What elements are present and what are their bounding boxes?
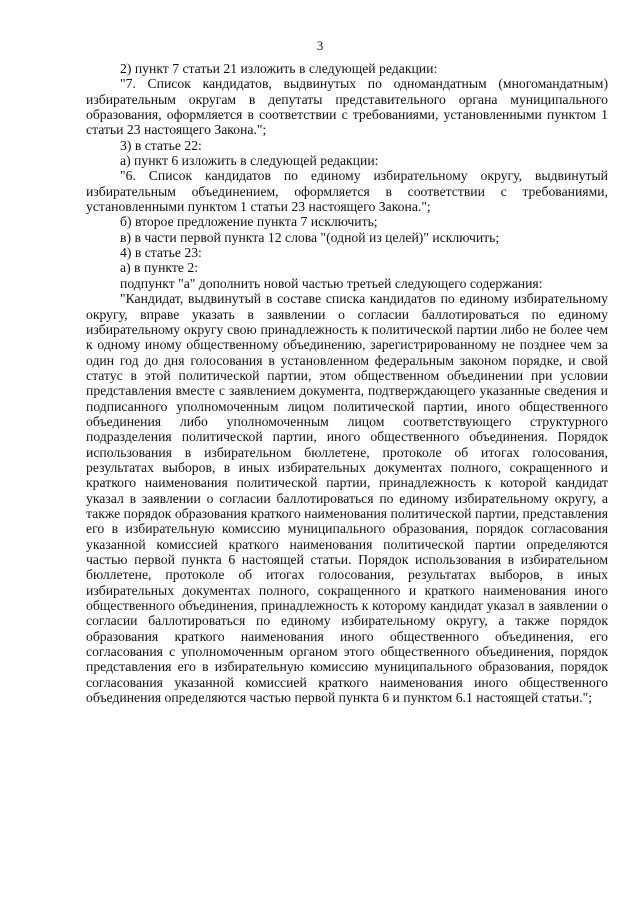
paragraph-subitem-a: а) пункт 6 изложить в следующей редакции: xyxy=(120,153,379,169)
paragraph-item-4-subitem-a: а) в пункте 2: xyxy=(120,260,199,276)
paragraph-item-4: 4) в статье 23: xyxy=(120,245,202,261)
paragraph-subitem-b: б) второе предложение пункта 7 исключить; xyxy=(120,214,378,230)
paragraph-article-22-point-6: "6. Список кандидатов по единому избирательному округу, выдвинутый избирательным объединением, оформляется в соответствии с требованиями, установленными пунктом 1 статьи 23 настоящего Закона."; xyxy=(86,168,608,215)
document-body xyxy=(86,61,608,705)
page-number: 3 xyxy=(316,38,324,53)
paragraph-item-3: 3) в статье 22: xyxy=(120,137,202,153)
paragraph-subpoint-a-addition: подпункт "а" дополнить новой частью третьей следующего содержания: xyxy=(120,275,543,291)
paragraph-article-21-point-7: "7. Список кандидатов, выдвинутых по одномандатным (многомандатным) избирательным округам в депутаты представительного органа муниципального образования, оформляется в соответствии с требованиями, установленными пунктом 1 статьи 23 настоящего Закона."; xyxy=(86,76,608,138)
paragraph-candidate-text: "Кандидат, выдвинутый в составе списка кандидатов по единому избирательному округу, вправе указать в заявлении о согласии баллотироваться по единому избирательному округу свою принадлежность к политической партии либо не более чем к одному иному общественному объединению, зарегистрированному не позднее чем за один год до дня голосования в установленном федеральным законом порядке, и свой статус в этой политической партии, этом общественном объединении при условии представления вместе с заявлением документа, подтверждающего указанные сведения и подписанного уполномоченным лицом политической партии, иного общественного объединения либо уполномоченным лицом соответствующего структурного подразделения политической партии, иного общественного объединения. Порядок использования в избирательном бюллетене, протоколе об итогах голосования, результатах выборов, в иных избирательных документах полного, сокращенного и краткого наименования политической партии, принадлежность к которой кандидат указал в заявлении о согласии баллотироваться по единому избирательному округу, а также порядок образования краткого наименования политической партии, представления его в избирательную комиссию муниципального образования, порядок согласования указанной комиссией краткого наименования политической партии определяются частью первой пункта 6 настоящей статьи. Порядок использования в избирательном бюллетене, протоколе об итогах голосования, результатах выборов, в иных избирательных документах полного, сокращенного и краткого наименования иного общественного объединения, принадлежность к которому кандидат указал в заявлении о согласии баллотироваться по единому избирательному округу, а также порядок образования краткого наименования иного общественного объединения, его согласования с уполномоченным органом этого общественного объединения, порядок представления его в избирательную комиссию муниципального образования, порядок согласования указанной комиссией краткого наименования иного общественного объединения определяются частью первой пункта 6 и пунктом 6.1 настоящей статьи."; xyxy=(86,291,608,706)
paragraph-item-2: 2) пункт 7 статьи 21 изложить в следующей редакции: xyxy=(120,61,438,76)
paragraph-subitem-v: в) в части первой пункта 12 слова "(одной из целей)" исключить; xyxy=(120,229,500,245)
